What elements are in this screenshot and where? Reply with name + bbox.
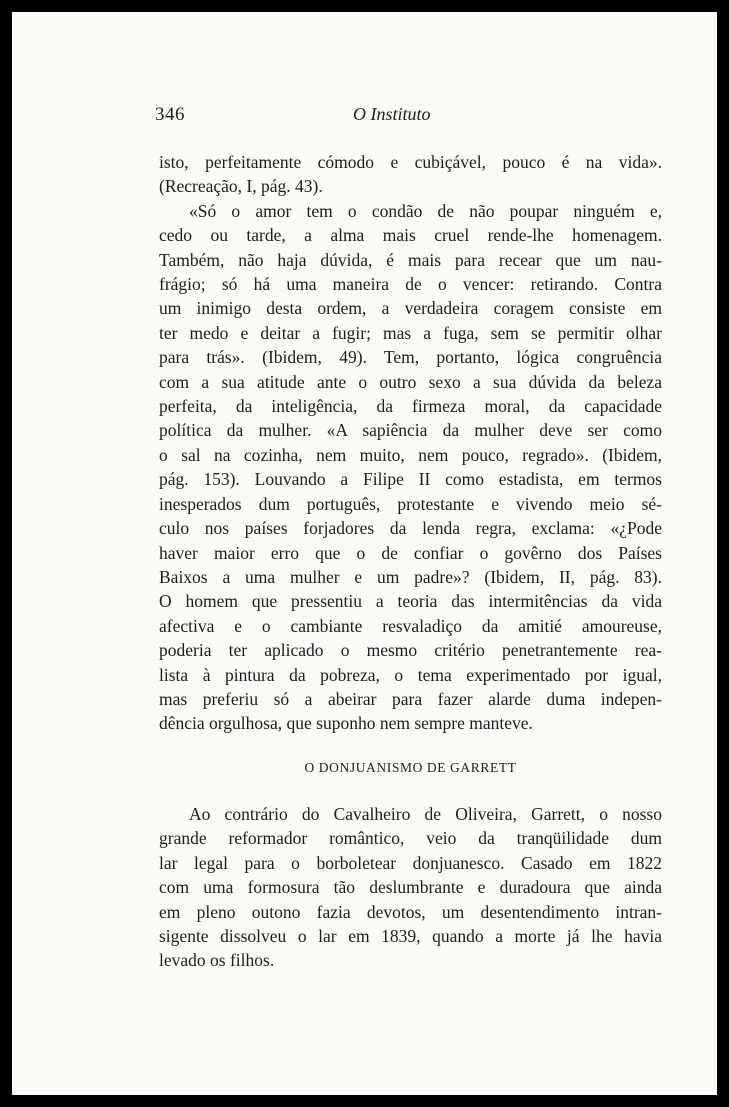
text-line: sigente dissolveu o lar em 1839, quando a morte já lhe havia xyxy=(159,926,662,947)
text-line: ter medo e deitar a fugir; mas a fuga, sem se permitir olhar xyxy=(159,322,662,343)
text-line: haver maior erro que o de confiar o govêrno dos Países xyxy=(159,542,662,563)
text-line: grande reformador romântico, veio da tranqüilidade dum xyxy=(159,828,662,849)
text-line: lar legal para o borboletear donjuanesco. Casado em 1822 xyxy=(159,852,662,873)
text-line: para trás». (Ibidem, 49). Tem, portanto, lógica congruência xyxy=(159,347,662,368)
text-line: o sal na cozinha, nem muito, nem pouco, regrado». (Ibidem, xyxy=(159,444,662,465)
text-line: dência orgulhosa, que suponho nem sempre manteve. xyxy=(159,713,533,734)
text-line: pág. 153). Louvando a Filipe II como estadista, em termos xyxy=(159,469,662,490)
text-line: lista à pintura da pobreza, o tema experimentado por igual, xyxy=(159,664,662,685)
text-line: mas preferiu só a abeirar para fazer alarde duma indepen- xyxy=(159,688,662,709)
text-line: frágio; só há uma maneira de o vencer: retirando. Contra xyxy=(159,274,662,295)
text-line: levado os filhos. xyxy=(159,950,275,971)
text-line: «Só o amor tem o condão de não poupar ninguém e, xyxy=(189,200,662,221)
text-line: afectiva e o cambiante resvaladiço da amitié amoureuse, xyxy=(159,615,662,636)
text-line: culo nos países forjadores da lenda regra, exclama: «¿Pode xyxy=(159,518,662,539)
text-line: Baixos a uma mulher e um padre»? (Ibidem, II, pág. 83). xyxy=(159,566,662,587)
text-line: com a sua atitude ante o outro sexo a sua dúvida da beleza xyxy=(159,371,662,392)
paragraph-1 xyxy=(159,150,662,199)
text-line: com uma formosura tão deslumbrante e duradoura que ainda xyxy=(159,877,662,898)
section-body-text xyxy=(159,802,662,973)
text-line: isto, perfeitamente cómodo e cubiçável, pouco é na vida». xyxy=(159,152,662,172)
body-text xyxy=(159,150,662,736)
paragraph-2 xyxy=(159,199,662,736)
book-page xyxy=(12,12,717,1095)
text-line: cedo ou tarde, a alma mais cruel rende-lhe homenagem. xyxy=(159,225,662,246)
text-line: política da mulher. «A sapiência da mulher deve ser como xyxy=(159,420,662,441)
text-line: inesperados dum português, protestante e vivendo meio sé- xyxy=(159,493,662,514)
text-line: O homem que pressentiu a teoria das intermitências da vida xyxy=(159,591,662,612)
page-number: 346 xyxy=(155,104,185,125)
text-line: um inimigo desta ordem, a verdadeira coragem consiste em xyxy=(159,298,662,319)
running-title: O Instituto xyxy=(353,104,431,124)
page-header xyxy=(155,104,473,130)
text-line: poderia ter aplicado o mesmo critério penetrantemente rea- xyxy=(159,640,662,661)
text-line: Também, não haja dúvida, é mais para recear que um nau- xyxy=(159,249,662,270)
section-heading: O DONJUANISMO DE GARRETT xyxy=(304,760,517,775)
text-line: (Recreação, I, pág. 43). xyxy=(159,176,323,197)
text-line: perfeita, da inteligência, da firmeza moral, da capacidade xyxy=(159,396,662,417)
text-line: em pleno outono fazia devotos, um desentendimento intran- xyxy=(159,901,662,922)
text-line: Ao contrário do Cavalheiro de Oliveira, Garrett, o nosso xyxy=(189,804,662,824)
